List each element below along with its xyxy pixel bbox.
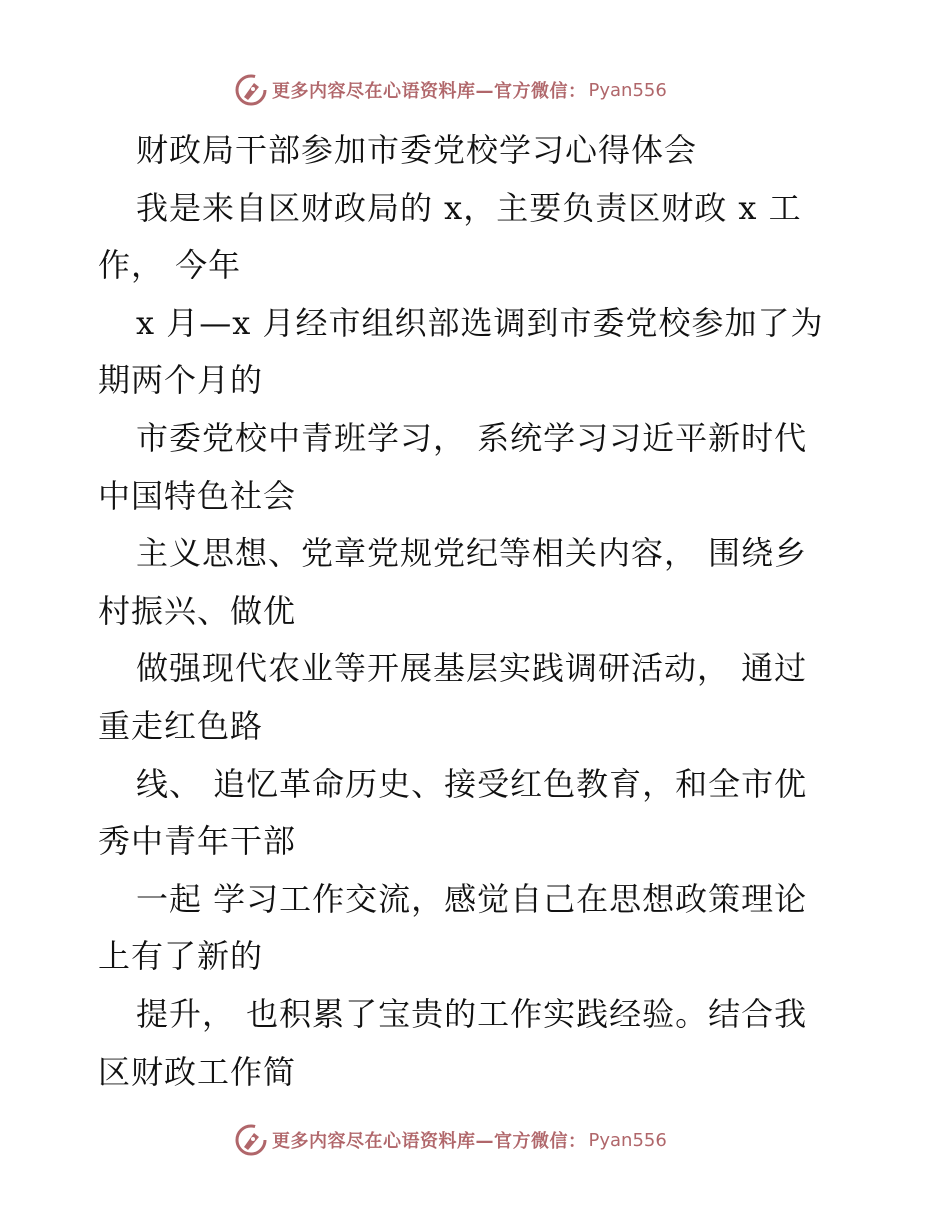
header-banner-text: 更多内容尽在心语资料库—官方微信：: [272, 81, 587, 102]
paragraph-line: 秀中青年干部: [98, 822, 297, 861]
paragraph-line: 期两个月的: [98, 361, 264, 400]
header-wechat-id: Pyan556: [588, 79, 667, 101]
document-title: 财政局干部参加市委党校学习心得体会: [136, 131, 698, 169]
paragraph-line: 提升， 也积累了宝贵的工作实践经验。结合我: [136, 994, 808, 1033]
pen-nib-logo-icon: [234, 1123, 268, 1157]
document-body: [98, 122, 858, 1101]
paragraph-line: 做强现代农业等开展基层实践调研活动， 通过: [136, 649, 808, 688]
paragraph-line: 上有了新的: [98, 937, 264, 976]
paragraph-line: 一起 学习工作交流，感觉自己在思想政策理论: [136, 879, 808, 918]
footer-wechat-id: Pyan556: [588, 1129, 667, 1151]
paragraph-line: 重走红色路: [98, 706, 264, 745]
paragraph-line: 市委党校中青班学习， 系统学习习近平新时代: [136, 418, 808, 457]
paragraph-line: 中国特色社会: [98, 476, 297, 515]
paragraph-line: 村振兴、做优: [98, 591, 297, 630]
paragraph-line: 我是来自区财政局的 x，主要负责区财政 x 工: [136, 188, 802, 227]
pen-nib-logo-icon: [234, 73, 268, 107]
header-banner: [234, 72, 667, 108]
paragraph-line: 线、 追忆革命历史、接受红色教育，和全市优: [136, 764, 808, 803]
paragraph-line: 区财政工作简: [98, 1052, 297, 1091]
footer-banner: [234, 1122, 667, 1158]
footer-banner-text: 更多内容尽在心语资料库—官方微信：: [272, 1131, 587, 1152]
paragraph-line: 作， 今年: [98, 246, 242, 285]
paragraph-line: 主义思想、党章党规党纪等相关内容， 围绕乡: [136, 534, 808, 573]
paragraph-line: x 月—x 月经市组织部选调到市委党校参加了为: [136, 303, 824, 342]
